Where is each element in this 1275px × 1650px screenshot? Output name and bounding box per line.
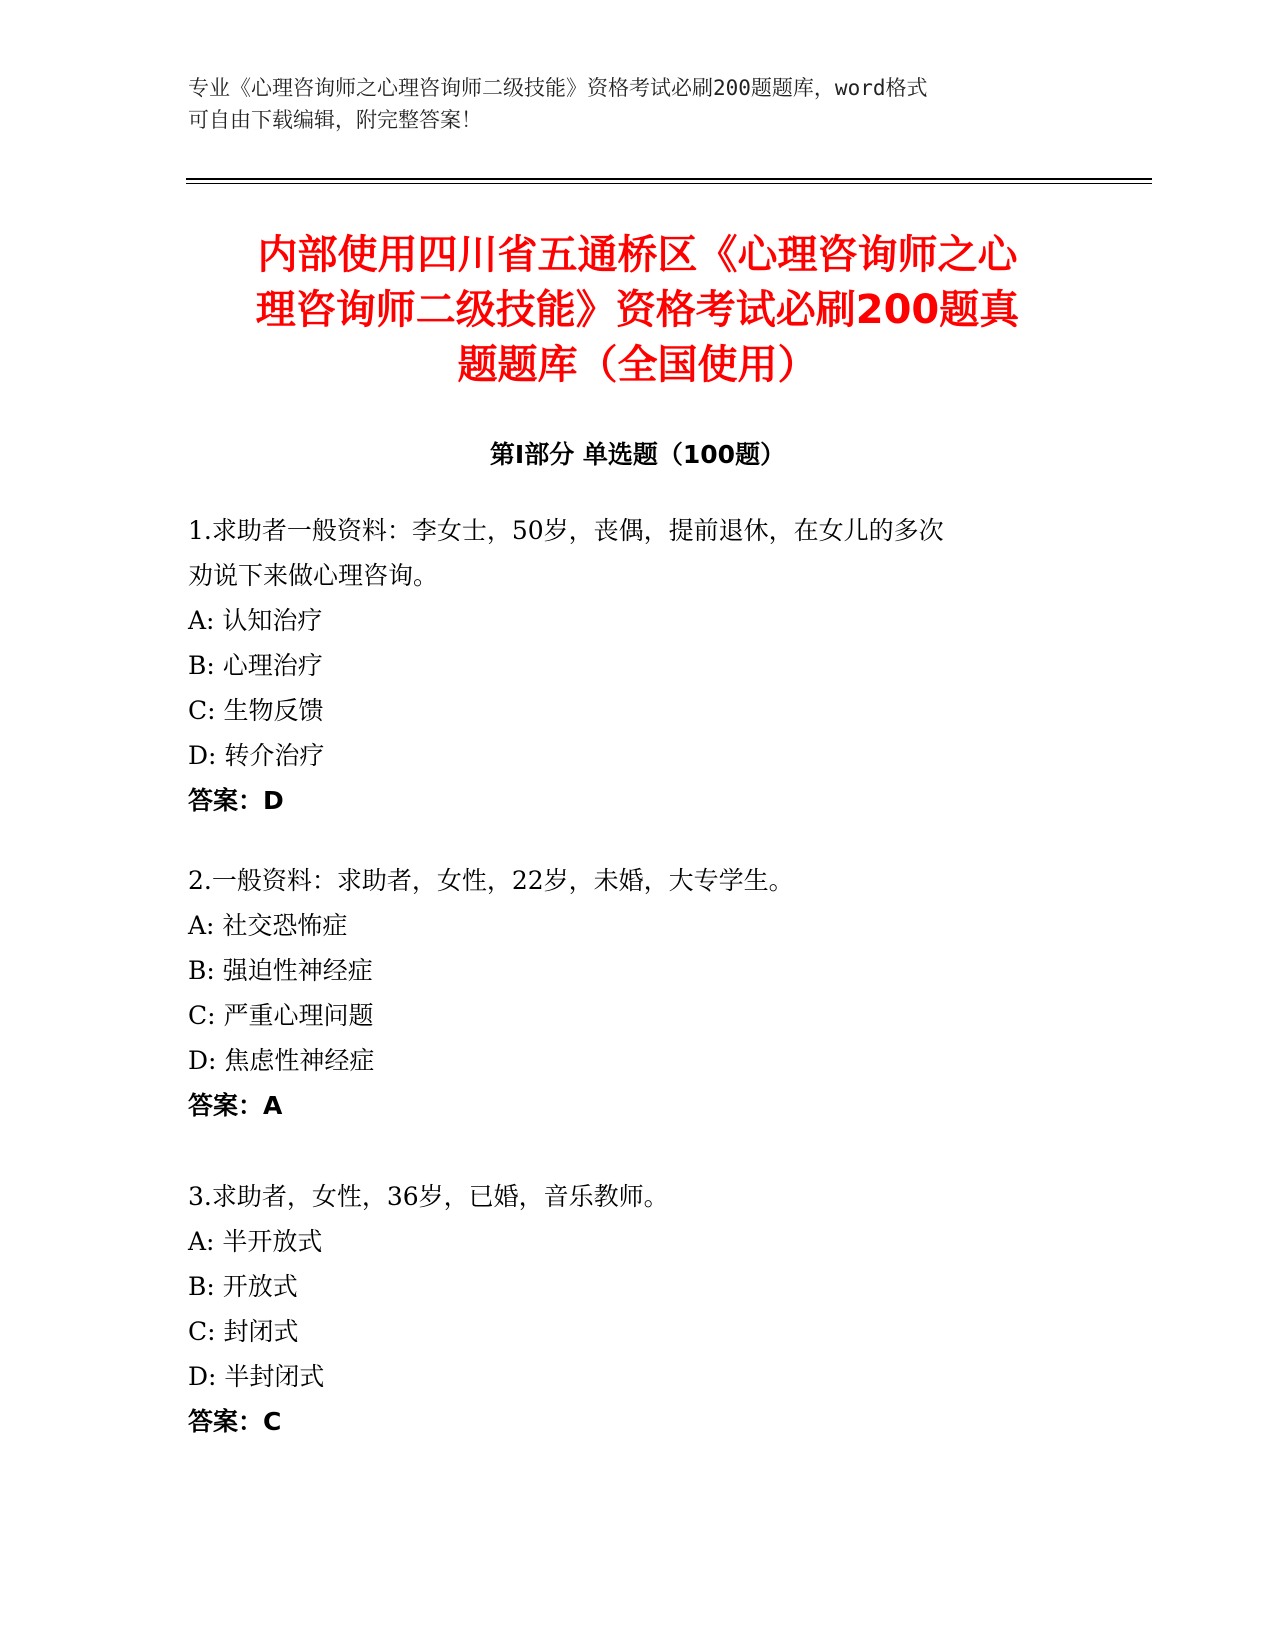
header-divider-thick	[186, 178, 1152, 180]
question-1	[188, 508, 1068, 823]
title-line: 内部使用四川省五通桥区《心理咨询师之心	[257, 232, 1018, 278]
option-d: D: 焦虑性神经症	[188, 1046, 375, 1075]
option-a: A: 社交恐怖症	[188, 911, 348, 940]
answer: 答案：C	[188, 1407, 282, 1436]
question-stem-line: 1.求助者一般资料：李女士，50岁，丧偶，提前退休，在女儿的多次	[188, 516, 944, 545]
option-a: A: 半开放式	[188, 1227, 323, 1256]
option-b: B: 强迫性神经症	[188, 956, 373, 985]
option-d: D: 转介治疗	[188, 741, 325, 770]
question-stem	[188, 508, 1068, 598]
answer: 答案：D	[188, 786, 284, 815]
question-2	[188, 858, 1068, 1128]
title-line: 题题库（全国使用）	[457, 342, 818, 388]
option-c: C: 封闭式	[188, 1317, 299, 1346]
option-b: B: 开放式	[188, 1272, 298, 1301]
question-stem	[188, 1174, 1068, 1219]
option-c: C: 生物反馈	[188, 696, 324, 725]
question-stem-line: 3.求助者，女性，36岁，已婚，音乐教师。	[188, 1182, 669, 1211]
question-stem-line: 劝说下来做心理咨询。	[188, 561, 439, 590]
option-a: A: 认知治疗	[188, 606, 323, 635]
question-3	[188, 1174, 1068, 1444]
question-stem	[188, 858, 1068, 903]
option-c: C: 严重心理问题	[188, 1001, 374, 1030]
title-line: 理咨询师二级技能》资格考试必刷200题真	[255, 287, 1020, 333]
document-header	[188, 72, 1068, 136]
section-heading: 第Ⅰ部分 单选题（100题）	[489, 440, 786, 469]
option-b: B: 心理治疗	[188, 651, 323, 680]
header-divider-thin	[186, 183, 1152, 184]
option-d: D: 半封闭式	[188, 1362, 325, 1391]
header-line: 可自由下载编辑，附完整答案！	[188, 108, 482, 132]
answer: 答案：A	[188, 1091, 283, 1120]
header-line: 专业《心理咨询师之心理咨询师二级技能》资格考试必刷200题题库，word格式	[188, 76, 928, 100]
question-stem-line: 2.一般资料：求助者，女性，22岁，未婚，大专学生。	[188, 866, 794, 895]
document-title	[160, 228, 1115, 393]
